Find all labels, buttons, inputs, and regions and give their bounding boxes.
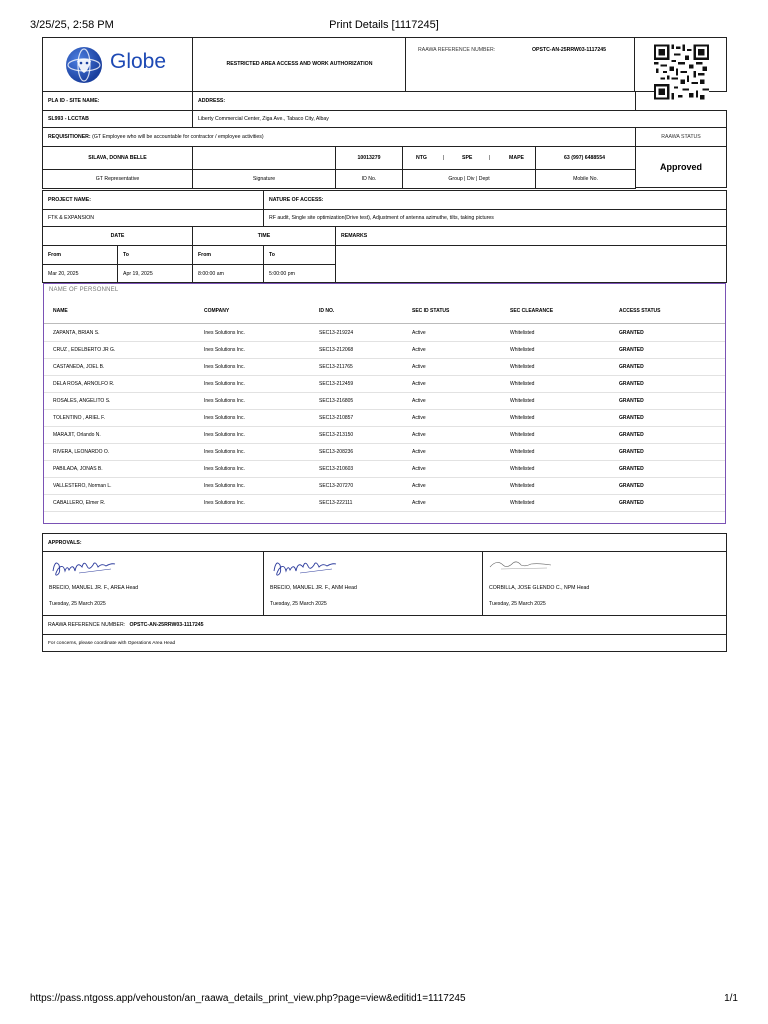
ref-label: RAAWA REFERENCE NUMBER: [418,47,496,53]
cell-company: Ines Solutions Inc. [204,329,245,336]
cell-access-status: GRANTED [619,482,644,489]
cell-name: PABILADA, JONAS B. [53,465,103,472]
print-datetime: 3/25/25, 2:58 PM [30,19,114,31]
cell-access-status: GRANTED [619,414,644,421]
approval-1-date: Tuesday, 25 March 2025 [49,601,106,607]
cell-name: TOLENTINO , ARIEL F. [53,414,105,421]
cell-company: Ines Solutions Inc. [204,448,245,455]
project-label: PROJECT NAME: [42,190,264,210]
cell-id: SEC13-208236 [319,448,354,455]
table-row [44,375,725,393]
nature-label: NATURE OF ACCESS: [263,190,727,210]
print-title: Print Details [1117245] [329,19,439,31]
cell-access-status: GRANTED [619,431,644,438]
cell-sec-clearance: Whitelisted [510,380,535,387]
req-group-ntg: NTG [416,155,427,161]
cell-company: Ines Solutions Inc. [204,482,245,489]
date-from-label: From [42,245,118,265]
print-page-number: 1/1 [724,993,738,1004]
cell-company: Ines Solutions Inc. [204,499,245,506]
cell-name: CRUZ , EDELBERTO JR G. [53,346,116,353]
req-group-sep2: | [489,155,491,161]
signature-1 [49,557,119,579]
table-row [44,477,725,495]
approval-2 [263,551,483,616]
table-row [44,443,725,461]
cell-id: SEC13-211765 [319,363,353,370]
signature-2 [270,557,340,579]
approval-3-name: CORBILLA, JOSE GLENDO C., NPM Head [489,585,590,591]
requisitioner-label: REQUISITIONER: [48,134,91,140]
cell-sec-id-status: Active [412,431,426,438]
cell-company: Ines Solutions Inc. [204,380,245,387]
approvals-ref-value: OPSTC-AN-25RRW03-1117245 [129,622,204,628]
cell-id: SEC13-219224 [319,329,354,336]
remarks-label: REMARKS [335,226,727,246]
table-row [44,426,725,444]
project-value: FTK & EXPANSION [42,209,264,227]
cell-sec-clearance: Whitelisted [510,329,535,336]
approval-1 [42,551,264,616]
cell-sec-clearance: Whitelisted [510,346,535,353]
date-from-value: Mar 20, 2025 [42,264,118,283]
cell-company: Ines Solutions Inc. [204,465,245,472]
table-row [44,341,725,359]
cell-sec-id-status: Active [412,346,426,353]
cell-sec-clearance: Whitelisted [510,414,535,421]
cell-id: SEC13-212459 [319,380,354,387]
approval-2-name: BRECIO, MANUEL JR. F., ANM Head [270,585,357,591]
req-group [402,146,536,170]
cell-sec-id-status: Active [412,448,426,455]
cell-company: Ines Solutions Inc. [204,414,245,421]
cell-sec-clearance: Whitelisted [510,397,535,404]
cell-sec-clearance: Whitelisted [510,363,535,370]
cell-company: Ines Solutions Inc. [204,431,245,438]
req-name: SILAVA, DONNA BELLE [42,146,193,170]
pla-value: SL993 - LCCTAB [42,110,193,128]
cell-sec-id-status: Active [412,380,426,387]
table-row [44,409,725,427]
logo [43,38,193,91]
pla-label: PLA ID - SITE NAME: [42,91,193,111]
nature-value: RF audit, Single site optimization(Drive test), Adjustment of antenna azimuthe, tilts, taking pictures [263,209,727,227]
approvals-note: For concerns, please coordinate with Operations Area Head [42,634,727,652]
print-footer [30,993,738,1007]
cell-access-status: GRANTED [619,465,644,472]
status-label: RAAWA STATUS [635,127,727,147]
cell-sec-id-status: Active [412,414,426,421]
cell-name: ROSALES, ANGELITO S. [53,397,111,404]
cell-access-status: GRANTED [619,448,644,455]
status-value [635,146,727,188]
cell-name: RIVERA, LEONARDO O. [53,448,110,455]
time-from-value: 8:00:00 am [192,264,264,283]
cell-id: SEC13-210857 [319,414,354,421]
cap-mobile: Mobile No. [535,169,636,189]
cell-access-status: GRANTED [619,380,644,387]
table-row [44,460,725,478]
approval-3-date: Tuesday, 25 March 2025 [489,601,546,607]
personnel-title: NAME OF PERSONNEL [49,287,119,293]
cell-name: VALLESTERO, Norman L. [53,482,112,489]
table-row [44,358,725,376]
cell-id: SEC13-212068 [319,346,354,353]
table-row [44,392,725,410]
qr-code [654,44,709,100]
cell-sec-id-status: Active [412,397,426,404]
cell-sec-id-status: Active [412,363,426,370]
personnel-section [43,283,726,524]
cap-group: Group | Div | Dept [402,169,536,189]
cell-access-status: GRANTED [619,346,644,353]
form-title: RESTRICTED AREA ACCESS AND WORK AUTHORIZATION [194,38,406,91]
cell-access-status: GRANTED [619,329,644,336]
approval-3 [482,551,727,616]
logo-text: Globe [110,50,167,73]
approvals-label: APPROVALS: [42,533,727,552]
time-to-label: To [263,245,336,265]
approval-2-date: Tuesday, 25 March 2025 [270,601,327,607]
cell-company: Ines Solutions Inc. [204,363,245,370]
cell-name: MARAJIT, Orlando N. [53,431,101,438]
time-from-label: From [192,245,264,265]
cell-sec-id-status: Active [412,465,426,472]
cell-name: ZAPANTA, BRIAN S. [53,329,100,336]
cell-id: SEC13-216805 [319,397,354,404]
col-access-status: ACCESS STATUS [619,308,661,314]
time-to-value: 5:00:00 pm [263,264,336,283]
cell-sec-clearance: Whitelisted [510,482,535,489]
approval-1-name: BRECIO, MANUEL JR. F., AREA Head [49,585,139,591]
req-group-spe: SPE [462,155,473,161]
date-label: DATE [42,226,193,246]
req-mobile: 63 (997) 6488554 [535,146,636,170]
address-value: Liberty Commercial Center, Ziga Ave., Tabaco City, Albay [192,110,727,128]
cell-sec-id-status: Active [412,499,426,506]
cell-access-status: GRANTED [619,499,644,506]
req-signature [192,146,336,170]
req-group-sep1: | [443,155,445,161]
print-header [30,19,738,33]
cell-id: SEC13-210603 [319,465,354,472]
table-row [44,494,725,512]
col-company: COMPANY [204,308,230,314]
col-sec-id-status: SEC ID STATUS [412,308,450,314]
form-header [42,37,727,92]
time-label: TIME [192,226,336,246]
address-label: ADDRESS: [192,91,636,111]
ref-value: OPSTC-AN-25RRW03-1117245 [532,47,607,53]
cell-sec-clearance: Whitelisted [510,465,535,472]
cell-access-status: GRANTED [619,397,644,404]
personnel-header [44,299,725,324]
cell-id: SEC13-222111 [319,499,353,506]
date-to-label: To [117,245,193,265]
remarks-value [335,245,727,283]
cell-sec-clearance: Whitelisted [510,431,535,438]
col-id: ID NO. [319,308,335,314]
cell-name: CASTANEDA, JOEL B. [53,363,105,370]
cell-name: CABALLERO, Elmer R. [53,499,106,506]
globe-logo-icon [66,47,102,83]
cell-name: DELA ROSA, ARNOLFO R. [53,380,115,387]
cap-sig: Signature [192,169,336,189]
cell-sec-id-status: Active [412,482,426,489]
table-row [44,324,725,342]
col-name: NAME [53,308,68,314]
date-to-value: Apr 19, 2025 [117,264,193,283]
req-id: 10013279 [335,146,403,170]
cell-sec-clearance: Whitelisted [510,448,535,455]
reference-box [407,38,635,91]
approvals-ref [42,615,727,635]
cell-sec-clearance: Whitelisted [510,499,535,506]
cell-access-status: GRANTED [619,363,644,370]
cell-sec-id-status: Active [412,329,426,336]
req-group-mape: MAPE [509,155,524,161]
status-badge: Approved [659,162,702,172]
cell-company: Ines Solutions Inc. [204,397,245,404]
cell-id: SEC13-207270 [319,482,354,489]
cap-id: ID No. [335,169,403,189]
cap-rep: GT Representative [42,169,193,189]
cell-company: Ines Solutions Inc. [204,346,245,353]
col-sec-clearance: SEC CLEARANCE [510,308,554,314]
requisitioner-row [42,127,636,147]
requisitioner-note: (GT Employee who will be accountable for contractor / employee activities) [92,134,264,140]
print-url: https://pass.ntgoss.app/vehouston/an_raawa_details_print_view.php?page=view&editid1=1117245 [30,993,466,1004]
approvals-ref-label: RAAWA REFERENCE NUMBER: [48,622,126,628]
signature-3 [487,555,557,577]
cell-id: SEC13-213150 [319,431,354,438]
